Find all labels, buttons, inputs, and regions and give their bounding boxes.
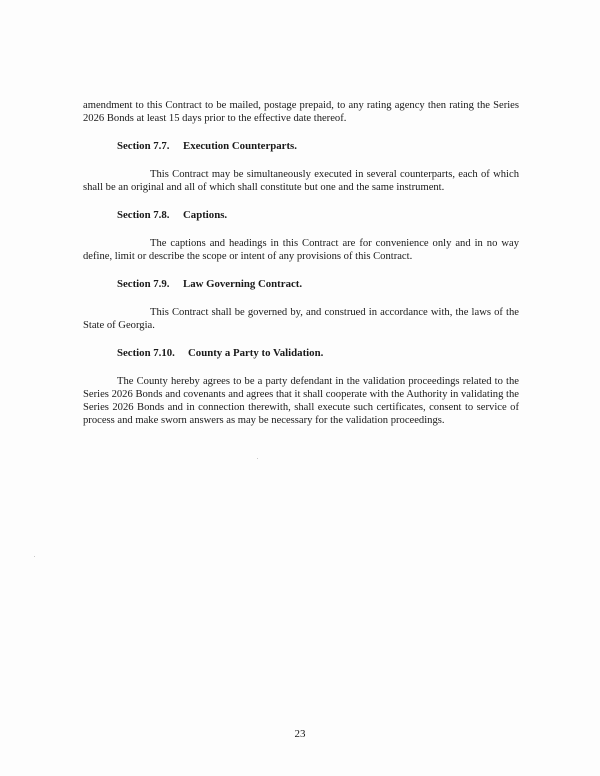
page-number: 23: [294, 728, 306, 740]
opening-paragraph: amendment to this Contract to be mailed, postage prepaid, to any rating agency then rating the Series 2026 Bonds at least 15 days prior to the effective date thereof.: [83, 100, 519, 124]
section-7-10-heading: [117, 347, 519, 360]
section-number: Section 7.7.: [117, 140, 170, 152]
section-number: Section 7.10.: [117, 347, 175, 359]
section-7-9-heading: [117, 278, 519, 291]
section-7-7-heading: [117, 140, 519, 153]
section-title: County a Party to Validation.: [188, 347, 324, 359]
section-number: Section 7.8.: [117, 209, 170, 221]
section-7-8-heading: [117, 209, 519, 222]
section-7-10-body: The County hereby agrees to be a party defendant in the validation proceedings related to the Series 2026 Bonds and covenants and agrees that it shall cooperate with the Authority in validating the Series 2026 Bonds and in connection therewith, shall execute such certificates, consent to service of process and make sworn answers as may be necessary for the validation proceedings.: [83, 376, 519, 426]
section-title: Execution Counterparts.: [183, 140, 297, 152]
section-7-7-body: This Contract may be simultaneously executed in several counterparts, each of which shall be an original and all of which shall constitute but one and the same instrument.: [83, 169, 519, 193]
scan-speck: [257, 458, 258, 459]
section-title: Law Governing Contract.: [183, 278, 303, 290]
section-7-9-body: This Contract shall be governed by, and construed in accordance with, the laws of the State of Georgia.: [83, 307, 519, 331]
section-title: Captions.: [183, 209, 228, 221]
section-7-8-body: The captions and headings in this Contract are for convenience only and in no way define, limit or describe the scope or intent of any provisions of this Contract.: [83, 238, 519, 262]
section-number: Section 7.9.: [117, 278, 170, 290]
document-body: [83, 99, 519, 442]
scan-speck: [34, 556, 35, 557]
